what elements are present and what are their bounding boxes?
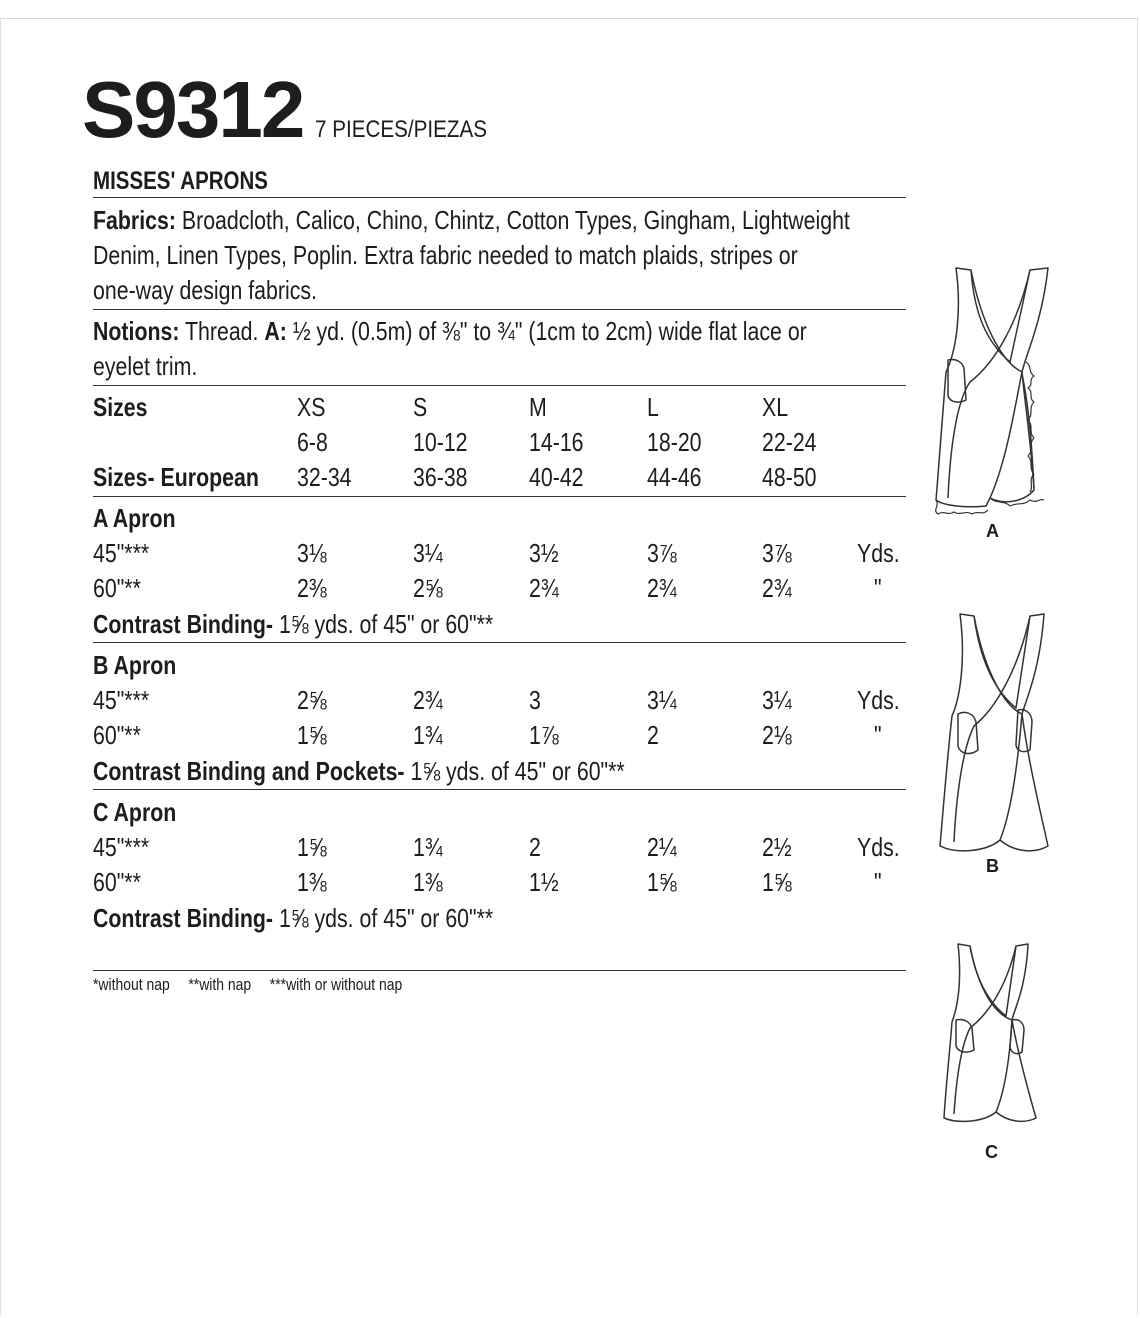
yardage-value: 2¾ [647, 573, 677, 603]
contrast-binding: Contrast Binding- 1⅝ yds. of 45" or 60"** [93, 903, 494, 933]
size-number: 14-16 [529, 427, 584, 457]
divider [93, 496, 906, 497]
divider [93, 197, 906, 198]
fabrics-label: Fabrics: [93, 205, 176, 235]
yardage-row [93, 536, 1093, 571]
apron-c-illustration [938, 940, 1046, 1126]
size-letter: L [647, 392, 659, 422]
pieces-count: 7 PIECES/PIEZAS [315, 116, 488, 143]
sizes-label: Sizes [93, 392, 148, 422]
yardage-value: 1⅝ [297, 720, 327, 750]
yardage-unit: " [874, 573, 882, 603]
fabric-width: 60"** [93, 720, 141, 750]
footnotes [93, 975, 417, 995]
yardage-value: 3⅞ [647, 538, 677, 568]
apron-name: B Apron [93, 650, 177, 680]
yardage-value: 1¾ [413, 720, 443, 750]
size-european: 36-38 [413, 462, 468, 492]
yardage-value: 1⅜ [413, 867, 443, 897]
size-letter: M [529, 392, 547, 422]
divider [93, 970, 906, 971]
notions-label: Notions: [93, 316, 180, 346]
footnote-without-nap: *without nap [93, 975, 170, 994]
yardage-value: 3¼ [762, 685, 792, 715]
yardage-unit: Yds. [857, 832, 900, 862]
yardage-value: 3⅞ [762, 538, 792, 568]
yardage-value: 1⅝ [762, 867, 792, 897]
divider [93, 385, 906, 386]
divider [93, 309, 906, 310]
contrast-binding-pockets: Contrast Binding and Pockets- 1⅝ yds. of 45" or 60"** [93, 756, 625, 786]
size-number: 10-12 [413, 427, 468, 457]
yardage-value: 3⅛ [297, 538, 327, 568]
divider [93, 789, 906, 790]
illustration-label-c: C [985, 1142, 998, 1162]
yardage-value: 2⅜ [297, 573, 327, 603]
fabric-width: 45"*** [93, 538, 150, 568]
size-letter: XL [762, 392, 789, 422]
yardage-value: 2½ [762, 832, 792, 862]
apron-b-illustration [934, 610, 1056, 858]
yardage-value: 1¾ [413, 832, 443, 862]
size-number: 6-8 [297, 427, 328, 457]
illustration-label-b: B [986, 856, 999, 876]
size-letter: S [413, 392, 428, 422]
fabric-width: 60"** [93, 867, 141, 897]
yardage-value: 2⅛ [762, 720, 792, 750]
yardage-value: 1⅞ [529, 720, 559, 750]
fabric-width: 60"** [93, 573, 141, 603]
yardage-value: 1⅜ [297, 867, 327, 897]
size-letter: XS [297, 392, 326, 422]
apron-name: C Apron [93, 797, 177, 827]
size-number: 18-20 [647, 427, 702, 457]
footnote-with-or-without-nap: ***with or without nap [269, 975, 403, 994]
yardage-value: 2¾ [529, 573, 559, 603]
yardage-unit: Yds. [857, 685, 900, 715]
pattern-header [82, 65, 515, 154]
notions-line-2: eyelet trim. [93, 351, 198, 381]
yardage-value: 3¼ [413, 538, 443, 568]
pattern-number: S9312 [82, 65, 304, 154]
fabric-width: 45"*** [93, 685, 150, 715]
yardage-value: 3½ [529, 538, 559, 568]
yardage-unit: Yds. [857, 538, 900, 568]
size-european: 44-46 [647, 462, 702, 492]
fabrics-line-3: one-way design fabrics. [93, 275, 317, 305]
size-european: 48-50 [762, 462, 817, 492]
divider [93, 642, 906, 643]
yardage-value: 1⅝ [647, 867, 677, 897]
sizes-european-label: Sizes- European [93, 462, 259, 492]
yardage-value: 3 [529, 685, 541, 715]
apron-a-illustration [926, 262, 1056, 524]
contrast-binding: Contrast Binding- 1⅝ yds. of 45" or 60"** [93, 609, 494, 639]
yardage-value: 2¾ [762, 573, 792, 603]
yardage-value: 2 [647, 720, 659, 750]
yardage-unit: " [874, 720, 882, 750]
apron-name: A Apron [93, 503, 176, 533]
pattern-title: MISSES' APRONS [93, 167, 268, 195]
yardage-value: 2¼ [647, 832, 677, 862]
yardage-row [93, 571, 1093, 606]
illustration-label-a: A [986, 521, 999, 541]
yardage-unit: " [874, 867, 882, 897]
yardage-value: 2⅝ [413, 573, 443, 603]
notions-line-1: Notions: Thread. A: ½ yd. (0.5m) of ⅜" to ¾" (1cm to 2cm) wide flat lace or [93, 316, 807, 346]
yardage-value: 2⅝ [297, 685, 327, 715]
footnote-with-nap: **with nap [188, 975, 252, 994]
yardage-value: 2¾ [413, 685, 443, 715]
fabric-width: 45"*** [93, 832, 150, 862]
size-european: 40-42 [529, 462, 584, 492]
yardage-value: 2 [529, 832, 541, 862]
yardage-value: 1½ [529, 867, 559, 897]
fabrics-line-1: Fabrics: Broadcloth, Calico, Chino, Chintz, Cotton Types, Gingham, Lightweight [93, 205, 850, 235]
yardage-row [93, 865, 1093, 900]
yardage-value: 1⅝ [297, 832, 327, 862]
fabrics-line-2: Denim, Linen Types, Poplin. Extra fabric needed to match plaids, stripes or [93, 240, 798, 270]
yardage-value: 3¼ [647, 685, 677, 715]
size-number: 22-24 [762, 427, 817, 457]
size-european: 32-34 [297, 462, 352, 492]
